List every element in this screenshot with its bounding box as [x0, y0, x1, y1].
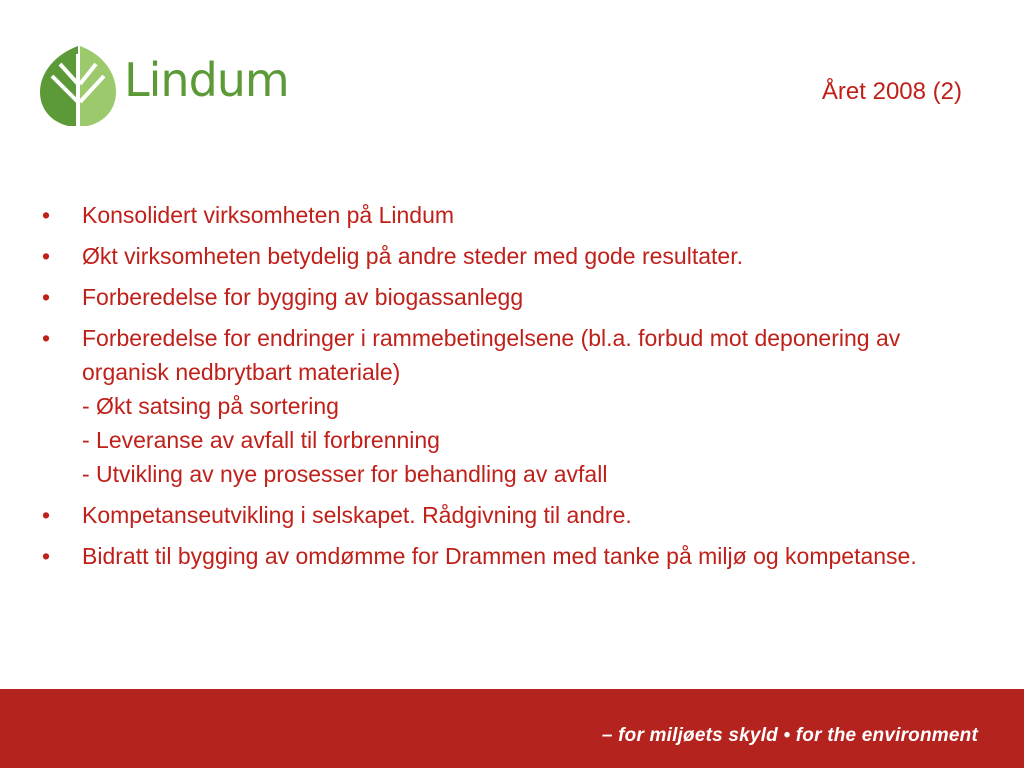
bullet-text: Bidratt til bygging av omdømme for Drammen med tanke på miljø og kompetanse. [82, 543, 917, 569]
bullet-dot-icon: • [42, 202, 51, 228]
bullet-dot-icon: • [42, 243, 51, 269]
bullet-subline: - Utvikling av nye prosesser for behandling av avfall [82, 461, 608, 487]
bullet-text: Forberedelse for bygging av biogassanlegg [82, 284, 524, 310]
bullet-subline: - Leveranse av avfall til forbrenning [82, 427, 440, 453]
bullet-item [40, 198, 970, 232]
bullet-item [40, 321, 970, 491]
bullet-dot-icon: • [42, 325, 51, 351]
bullet-text: Kompetanseutvikling i selskapet. Rådgivning til andre. [82, 502, 632, 528]
logo-wordmark: Lindum [124, 53, 289, 107]
bullet-item [40, 239, 970, 273]
bullet-item [40, 498, 970, 532]
lindum-logo [38, 40, 289, 128]
bullet-dot-icon: • [42, 543, 51, 569]
footer-bar [0, 689, 1024, 768]
bullet-list [40, 198, 970, 580]
leaf-logo-icon [38, 40, 118, 128]
bullet-text: Forberedelse for endringer i rammebetingelsene (bl.a. forbud mot deponering av organisk nedbrytbart materiale) [82, 325, 901, 385]
bullet-item [40, 280, 970, 314]
footer-tagline: – for miljøets skyld • for the environment [601, 725, 978, 746]
bullet-text: Konsolidert virksomheten på Lindum [82, 202, 455, 228]
bullet-dot-icon: • [42, 284, 51, 310]
bullet-subline: - Økt satsing på sortering [82, 393, 339, 419]
bullet-text: Økt virksomheten betydelig på andre steder med gode resultater. [82, 243, 743, 269]
bullet-item [40, 539, 970, 573]
slide-title: Året 2008 (2) [821, 78, 962, 105]
bullet-dot-icon: • [42, 502, 51, 528]
